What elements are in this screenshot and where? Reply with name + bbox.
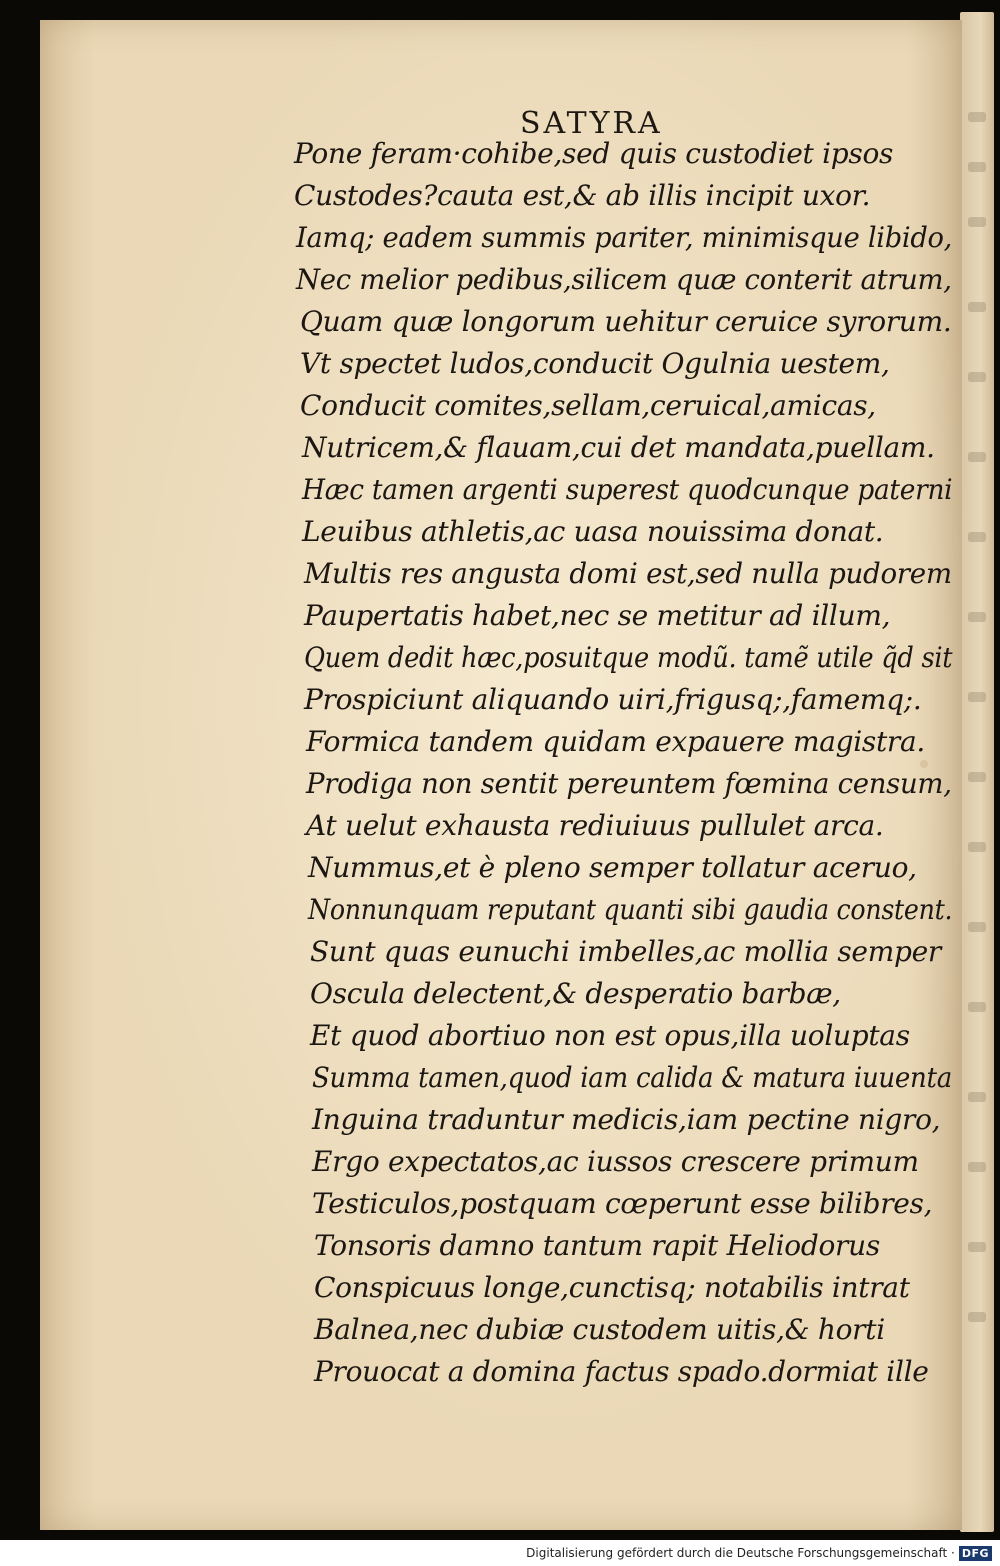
verse-line: Quam quæ longorum uehitur ceruice syrorum. — [300, 305, 952, 338]
verse-line: Conducit comites,sellam,ceruical,amicas, — [300, 389, 876, 422]
bleed-through-marks — [960, 12, 994, 1532]
verse-line: Prodiga non sentit pereuntem fœmina censum, — [306, 767, 952, 800]
verse-line: Testiculos,postquam cœperunt esse bilibres, — [312, 1187, 933, 1220]
verse-line: Et quod abortiuo non est opus,illa uoluptas — [310, 1019, 910, 1052]
book-page — [40, 20, 962, 1530]
verse-line: Nec melior pedibus,silicem quæ conterit atrum, — [296, 263, 952, 296]
verse-line: Prouocat a domina factus spado.dormiat ille — [314, 1355, 929, 1388]
verse-line: Paupertatis habet,nec se metitur ad illum, — [304, 599, 891, 632]
verse-line: Sunt quas eunuchi imbelles,ac mollia semper — [310, 935, 941, 968]
verse-line: Iamq; eadem summis pariter, minimisque libido, — [296, 221, 953, 254]
verse-line: Pone feram·cohibe,sed quis custodiet ipsos — [294, 137, 894, 170]
verse-line: Inguina traduntur medicis,iam pectine nigro, — [312, 1103, 941, 1136]
verse-line: Quem dedit hæc,posuitque modũ. tamẽ utile q̃d sit — [304, 641, 953, 674]
verse-line: Hæc tamen argenti superest quodcunque paterni — [302, 473, 953, 506]
verse-line: Oscula delectent,& desperatio barbæ, — [310, 977, 841, 1010]
verse-block — [40, 20, 962, 1530]
verse-line: Formica tandem quidam expauere magistra. — [306, 725, 925, 758]
verse-line: Multis res angusta domi est,sed nulla pudorem — [304, 557, 952, 590]
verse-line: Nonnunquam reputant quanti sibi gaudia constent. — [308, 893, 953, 926]
verse-line: Conspicuus longe,cunctisq; notabilis intrat — [314, 1271, 910, 1304]
verse-line: Ergo expectatos,ac iussos crescere primum — [312, 1145, 919, 1178]
verse-line: Vt spectet ludos,conducit Ogulnia uestem, — [300, 347, 890, 380]
verse-line: Summa tamen,quod iam calida & matura iuuenta — [312, 1061, 952, 1094]
verse-line: Nummus,et è pleno semper tollatur aceruo, — [308, 851, 917, 884]
verse-line: Tonsoris damno tantum rapit Heliodorus — [314, 1229, 880, 1262]
verse-line: Prospiciunt aliquando uiri,frigusq;,famemq;. — [304, 683, 922, 716]
verse-line: Leuibus athletis,ac uasa nouissima donat. — [302, 515, 884, 548]
verse-line: Custodes?cauta est,& ab illis incipit uxor. — [294, 179, 871, 212]
digitization-credit-bar — [0, 1540, 1000, 1566]
verse-line: At uelut exhausta rediuiuus pullulet arca. — [306, 809, 884, 842]
verse-line: Balnea,nec dubiæ custodem uitis,& horti — [314, 1313, 885, 1346]
running-head: SATYRA — [520, 106, 663, 141]
underlying-page-edge — [960, 12, 994, 1532]
verse-line: Nutricem,& flauam,cui det mandata,puellam. — [302, 431, 935, 464]
digitization-credit: Digitalisierung gefördert durch die Deutsche Forschungsgemeinschaft · — [526, 1546, 955, 1560]
dfg-logo: DFG — [959, 1546, 992, 1561]
